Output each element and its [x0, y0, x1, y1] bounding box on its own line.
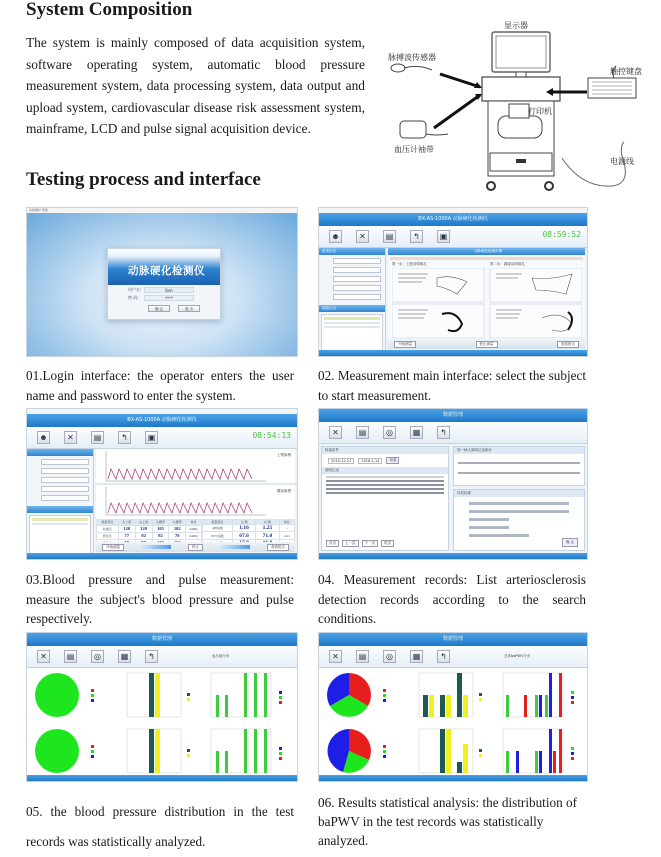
date-to-input[interactable]: 2016-1-14: [358, 458, 382, 464]
th: 左 侧: [232, 520, 255, 525]
patient-icon[interactable]: ☻: [37, 431, 50, 444]
patient-age-field[interactable]: [333, 285, 381, 291]
same-patient-panel: [453, 446, 585, 486]
label-printer: 打印机: [528, 107, 552, 116]
cell: ABI指数: [202, 525, 232, 532]
eval-row: [469, 526, 509, 529]
login-exit-button[interactable]: 退 出: [178, 305, 200, 312]
view-report-button[interactable]: 查看报告: [557, 341, 579, 348]
username-input[interactable]: lbm: [144, 287, 194, 293]
label-keyboard: 触控键盘: [610, 67, 642, 76]
cell: 收缩压: [97, 525, 119, 532]
pager-first[interactable]: 首页: [326, 540, 339, 547]
patient-height-field[interactable]: [333, 294, 381, 300]
th: 左踝部: [152, 520, 169, 526]
patient-name-field[interactable]: [41, 468, 89, 474]
caption-02: 02. Measurement main interface: select the subject to start measurement.: [318, 368, 586, 403]
pager-next[interactable]: 下一页: [362, 540, 379, 547]
cell: 82: [135, 532, 152, 539]
login-title: 动脉硬化检测仪: [128, 265, 205, 277]
screenshot-measure-main: [318, 207, 588, 357]
start-measure-button[interactable]: 开始测量: [394, 341, 416, 348]
login-header: [108, 249, 220, 285]
tools-icon[interactable]: ✕: [64, 431, 77, 444]
cell: mmHg: [186, 532, 202, 539]
patient-panel: [27, 449, 94, 553]
th: 左上肢: [118, 520, 135, 526]
cell: PWV指数: [202, 532, 232, 539]
window-title: 数据管理: [319, 409, 587, 422]
pulse-waveforms: [96, 449, 297, 519]
status-bar: [319, 775, 587, 781]
cell: 102: [169, 525, 186, 532]
screenshot-records: [318, 408, 588, 560]
cell: 82: [152, 532, 169, 539]
guide-panel: [388, 248, 585, 338]
intro-paragraph: The system is mainly composed of data acquisition system, software operating system, automatic blood pressure measurement system, data processing system, data output and upload system, cardiovascular disease risk assessment system, mainframe, LCD and pulse signal acquisition device.: [26, 35, 365, 137]
tools-icon[interactable]: ✕: [329, 650, 342, 663]
cell: 105: [152, 525, 169, 532]
cell: --: [279, 525, 294, 532]
list-title: 测试记录: [322, 467, 448, 474]
caption-04: 04. Measurement records: List arteriosclerosis detection records according to the search conditions.: [318, 572, 586, 626]
records-list[interactable]: [321, 314, 383, 354]
record-row[interactable]: [324, 317, 380, 320]
tools-icon[interactable]: ✕: [329, 426, 342, 439]
records-table[interactable]: [322, 474, 448, 498]
window-title: BX-AS-1000A 动脉硬化检测仪: [319, 213, 587, 226]
progress-indicator: [220, 545, 250, 549]
status-bar: [27, 775, 297, 781]
toolbar: [319, 226, 587, 248]
cell: 67.6: [232, 532, 255, 539]
record-row[interactable]: [32, 518, 88, 521]
step2-label: 第二步：踝部袖带绑扎: [490, 262, 525, 266]
records-panel-title: [27, 506, 93, 513]
action-bar: [96, 542, 295, 552]
step1-label: 第一步：上肢袖带绑扎: [392, 262, 427, 266]
export-icon[interactable]: ▤: [356, 650, 369, 663]
heading-testing-process: Testing process and interface: [26, 169, 261, 190]
table-row[interactable]: [326, 492, 444, 494]
table-row[interactable]: [326, 484, 444, 486]
toolbar: [27, 646, 297, 668]
pager-last[interactable]: 尾页: [381, 540, 394, 547]
th: 右踝部: [169, 520, 186, 526]
status-bar: [27, 553, 297, 559]
login-dialog: [107, 248, 221, 320]
waveform-area: [96, 449, 295, 519]
tools-icon[interactable]: ✕: [356, 230, 369, 243]
status-bar: [319, 553, 587, 559]
radio-option[interactable]: [458, 472, 580, 474]
cell: 70: [169, 532, 186, 539]
table-row: [202, 532, 294, 539]
patient-panel: [319, 248, 386, 350]
caption-06: 06. Results statistical analysis: the distribution of baPWV in the test records was statistically analyzed.: [318, 795, 577, 848]
cell: 120: [135, 525, 152, 532]
table-header: [326, 476, 444, 478]
chart-title: 总体baPWV分布: [504, 654, 531, 658]
records-panel: [321, 446, 449, 551]
password-row: [128, 295, 220, 301]
export-icon[interactable]: ▤: [64, 650, 77, 663]
guide-hint: [390, 257, 583, 260]
patient-age-field[interactable]: [41, 486, 89, 492]
label-pulse-sensor: 脉搏波传感器: [388, 53, 436, 62]
exit-icon[interactable]: ▣: [437, 230, 450, 243]
th: 测量项目: [202, 520, 232, 525]
progress-indicator: [141, 545, 171, 549]
ok-button[interactable]: 确 定: [562, 538, 578, 547]
back-icon[interactable]: ↰: [145, 650, 158, 663]
th: 单位: [186, 520, 202, 526]
exit-icon[interactable]: ▣: [145, 431, 158, 444]
menu-bar[interactable]: 系统维护 帮助: [27, 208, 297, 213]
table-row[interactable]: [326, 480, 444, 482]
stop-measure-button[interactable]: 停止测量: [476, 341, 498, 348]
search-icon[interactable]: ◎: [383, 650, 396, 663]
action-bar: [388, 339, 585, 349]
export-icon[interactable]: ▤: [356, 426, 369, 439]
label-power-cord: 电源线: [610, 157, 634, 166]
patient-icon[interactable]: ☻: [329, 230, 342, 243]
system-diagram: [382, 8, 657, 198]
caption-01: 01.Login interface: the operator enters the user name and password to enter the system.: [26, 368, 294, 403]
record-row[interactable]: [324, 322, 380, 324]
hardware-illustration: [382, 8, 657, 198]
toolbar: [27, 427, 297, 449]
cell: 120: [118, 525, 135, 532]
bp-charts: [27, 669, 298, 777]
th: 右上肢: [135, 520, 152, 526]
patient-height-field[interactable]: [41, 495, 89, 501]
search-title: 检索条件: [322, 447, 448, 454]
cell: mmHg: [186, 525, 202, 532]
toolbar: [319, 646, 587, 668]
back-icon[interactable]: ↰: [118, 431, 131, 444]
search-row: [322, 454, 448, 467]
window-title: 数据管理: [319, 633, 587, 646]
table-row[interactable]: [326, 488, 444, 490]
chart-icon[interactable]: ▦: [410, 426, 423, 439]
eval-row: [469, 534, 529, 537]
patient-gender-field[interactable]: [41, 477, 89, 483]
status-bar: [319, 350, 587, 356]
screenshot-login: [26, 207, 298, 357]
stop-button[interactable]: 停止: [188, 544, 203, 551]
clock: 08:59:52: [542, 230, 581, 239]
screenshot-bapwv-distribution: [318, 632, 588, 782]
eval-panel: [453, 489, 585, 551]
start-measure-button[interactable]: 开始测量: [102, 544, 124, 551]
th: 右 侧: [256, 520, 279, 525]
chart-title: 血压值分布: [212, 654, 230, 658]
chart-icon[interactable]: ▦: [118, 650, 131, 663]
patient-name-field[interactable]: [333, 267, 381, 273]
eval-row: [469, 510, 569, 513]
eval-title: 评估标准: [454, 490, 584, 497]
cell: cm/s: [279, 532, 294, 539]
patient-gender-field[interactable]: [333, 276, 381, 282]
bapwv-charts: [319, 669, 588, 777]
table-row: [202, 525, 294, 532]
clock: 08:54:13: [252, 431, 291, 440]
view-report-button[interactable]: 查看报告: [267, 544, 289, 551]
heading-system-composition: System Composition: [26, 0, 193, 20]
eval-row: [469, 502, 569, 505]
records-panel-title: 测量记录: [319, 305, 385, 312]
window-title: 数据管理: [27, 633, 297, 646]
username-label: 用户名:: [128, 287, 142, 292]
toolbar: [319, 422, 587, 444]
wave1-legend: 上臂脉搏: [277, 453, 291, 457]
th: 测量项目: [97, 520, 119, 526]
back-icon[interactable]: ↰: [437, 650, 450, 663]
search-icon[interactable]: ◎: [91, 650, 104, 663]
eval-row: [469, 518, 509, 521]
wave2-legend: 踝部脉搏: [277, 489, 291, 493]
cell: 71.0: [256, 532, 279, 539]
cuff-illustrations: [392, 268, 582, 338]
patient-panel-title: 患者信息: [319, 248, 385, 255]
window-title: BX-AS-1000A 动脉硬化检测仪: [27, 414, 297, 427]
table-row: [97, 532, 202, 539]
caption-03: 03.Blood pressure and pulse measurement: measure the subject's blood pressure and pulse respectively.: [26, 572, 294, 626]
screenshot-bp-pulse: [26, 408, 298, 560]
username-row: [128, 287, 220, 293]
cell: 1.25: [256, 525, 279, 532]
cell: 1.16: [232, 525, 255, 532]
table-row: [97, 525, 202, 532]
records-icon[interactable]: ▤: [91, 431, 104, 444]
screenshot-bp-distribution: [26, 632, 298, 782]
record-row[interactable]: [324, 326, 380, 328]
back-icon[interactable]: ↰: [410, 230, 423, 243]
label-monitor: 显示器: [504, 21, 528, 30]
back-icon[interactable]: ↰: [437, 426, 450, 439]
label-cuff: 血压计袖带: [394, 145, 434, 154]
radio-option[interactable]: [458, 462, 580, 464]
records-icon[interactable]: ▤: [383, 230, 396, 243]
password-label: 密 码:: [128, 295, 139, 300]
pager: [326, 540, 394, 547]
patient-id-field[interactable]: [333, 258, 381, 264]
chart-icon[interactable]: ▦: [410, 650, 423, 663]
caption-05: 05. the blood pressure distribution in the test records was statistically analyzed.: [26, 804, 294, 849]
th: 单位: [279, 520, 294, 525]
cell: 舒张压: [97, 532, 119, 539]
records-list[interactable]: [29, 515, 91, 555]
cell: 77: [118, 532, 135, 539]
same-patient-title: 同一病人测试记录统计: [454, 447, 584, 454]
search-icon[interactable]: ◎: [383, 426, 396, 439]
patient-panel-title: [27, 449, 93, 456]
pager-prev[interactable]: 上一页: [342, 540, 359, 547]
search-button[interactable]: 检索: [386, 457, 399, 464]
patient-id-field[interactable]: [41, 459, 89, 465]
password-input[interactable]: ****: [144, 295, 194, 301]
date-from-input[interactable]: 2015-12-21: [328, 458, 354, 464]
guide-title: 动脉硬化检测步骤: [388, 248, 585, 255]
tools-icon[interactable]: ✕: [37, 650, 50, 663]
record-row[interactable]: [32, 523, 88, 525]
login-ok-button[interactable]: 确 定: [148, 305, 170, 312]
